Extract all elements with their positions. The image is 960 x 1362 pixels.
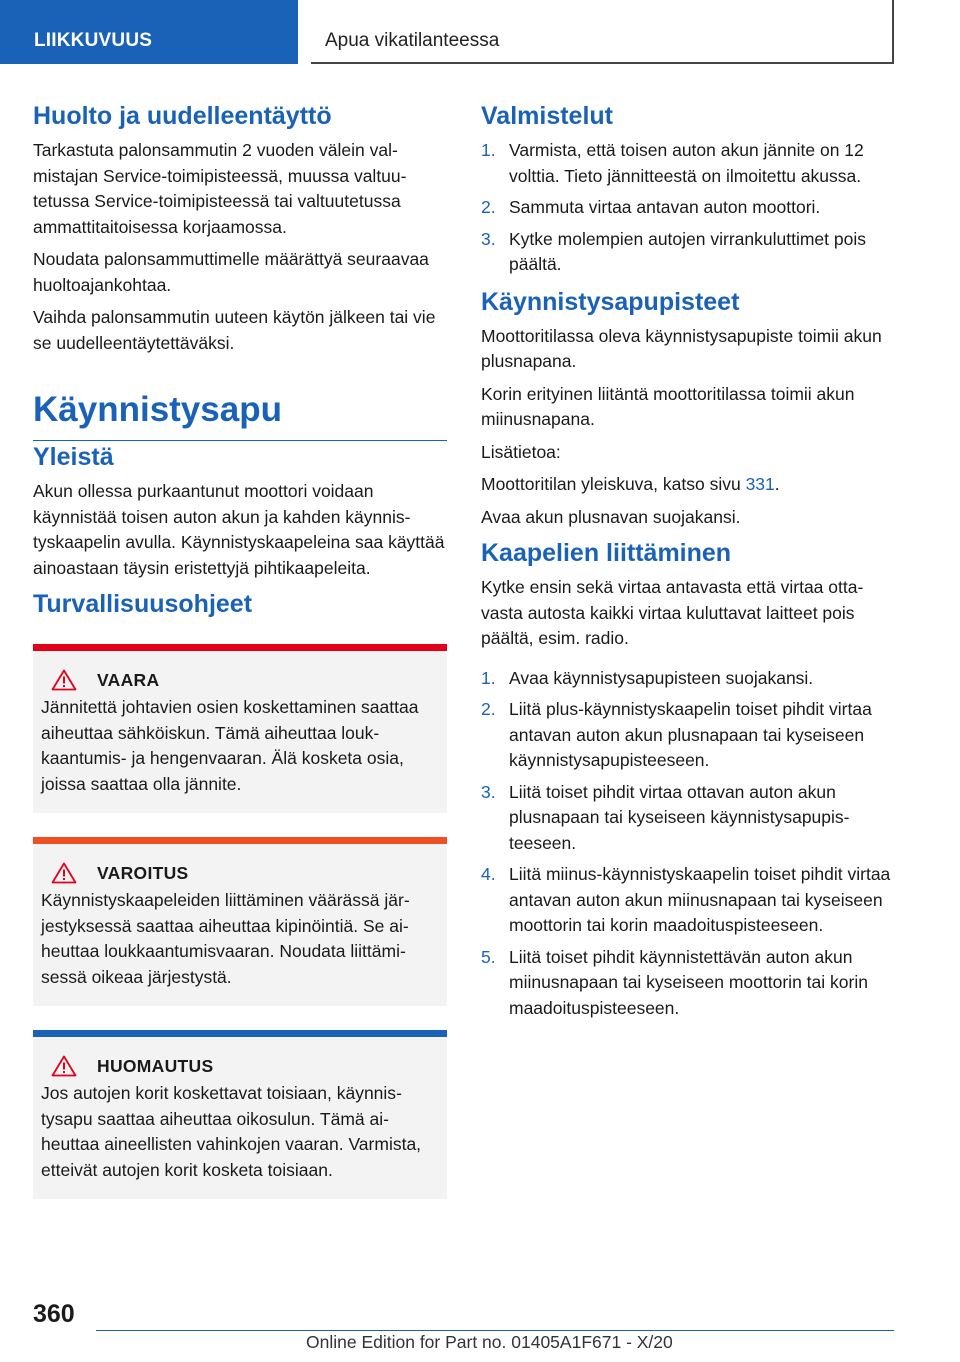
list-item — [481, 666, 895, 692]
step-text: Liitä plus-käynnistyskaapelin toiset pihdit virtaa antavan auton akun plusnapaan tai kyseiseen käynnistysapupisteeseen. — [509, 699, 872, 770]
list-item — [481, 227, 895, 278]
warning-title: VAROITUS — [97, 862, 189, 883]
paragraph: Avaa akun plusnavan suojakansi. — [481, 506, 741, 527]
step-number: 2. — [481, 699, 496, 719]
list-item — [481, 862, 895, 939]
heading-turvallisuusohjeet: Turvallisuusohjeet — [33, 590, 253, 618]
warning-box-varoitus — [33, 837, 447, 1006]
list-item — [481, 697, 895, 774]
step-number: 5. — [481, 946, 496, 967]
heading-kaynnistysapupisteet: Käynnistysapupisteet — [481, 287, 740, 316]
paragraph: Lisätietoa: — [481, 441, 561, 462]
reference-text: Moottoritilan yleiskuva, katso sivu — [481, 474, 746, 494]
page-number: 360 — [33, 1300, 75, 1328]
steps-valmistelut — [481, 138, 895, 278]
step-number: 1. — [481, 667, 496, 688]
warning-text: Jännitettä johtavien osien koskettaminen saattaa aiheuttaa sähköiskun. Tämä aiheuttaa loukkaantumis- ja hengenvaaran. Älä kosketa osia, joissa saattaa olla jännite. — [41, 697, 419, 794]
section-tab — [0, 0, 298, 64]
list-item — [481, 195, 895, 221]
step-text: Liitä miinus-käynnistyskaapelin toiset pihdit virtaa antavan auton akun miinusnapaan tai kyseiseen moottorin tai korin maadoituspisteeseen. — [509, 864, 891, 935]
warning-title: HUOMAUTUS — [97, 1055, 214, 1076]
steps-kaapelit — [481, 666, 895, 1022]
list-item — [481, 945, 895, 1022]
paragraph: Vaihda palonsammutin uuteen käytön jälkeen tai vie se uudelleentäytettäväksi. — [33, 307, 436, 353]
paragraph: Tarkastuta palonsammutin 2 vuoden välein valmistajan Service-toimipisteessä, muussa valtuutetussa Service-toimipisteessä tai valtuutetussa ammattitaitoisessa korjaamossa. — [33, 140, 407, 237]
warning-text: Jos autojen korit koskettavat toisiaan, käynnistysapu saattaa aiheuttaa oikosulun. Tämä aiheuttaa aineellisten vahinkojen vaaran. Varmista, etteivät autojen korit kosketa toisiaan. — [41, 1083, 422, 1180]
paragraph — [481, 472, 895, 498]
heading-yleista: Yleistä — [33, 443, 114, 471]
step-text: Liitä toiset pihdit virtaa ottavan auton akun plusnapaan tai kyseiseen käynnistysapupisteeseen. — [509, 781, 850, 853]
heading-valmistelut: Valmistelut — [481, 102, 613, 130]
warning-box-huomautus — [33, 1030, 447, 1199]
warning-text: Käynnistyskaapeleiden liittäminen väärässä järjestyksessä saattaa aiheuttaa kipinöintiä. Se aiheuttaa loukkaantumisvaaran. Noudata liittämisessä oikeaa järjestystä. — [41, 890, 410, 987]
heading-kaynnistysapu: Käynnistysapu — [33, 388, 447, 441]
footer-edition: Online Edition for Part no. 01405A1F671 - X/20 — [306, 1332, 673, 1352]
step-text: Sammuta virtaa antavan auton moottori. — [509, 197, 821, 217]
step-text: Varmista, että toisen auton akun jännite on 12 volttia. Tieto jännitteestä on ilmoitettu akussa. — [509, 140, 864, 186]
step-number: 4. — [481, 864, 496, 884]
list-item — [481, 138, 895, 189]
step-number: 3. — [481, 228, 496, 249]
step-number: 3. — [481, 781, 496, 802]
left-column — [33, 100, 447, 1199]
list-item — [481, 780, 895, 857]
step-number: 1. — [481, 140, 496, 160]
page-reference-link[interactable]: 331 — [745, 474, 775, 494]
warning-box-vaara — [33, 644, 447, 813]
footer-divider — [96, 1330, 894, 1331]
warning-triangle-icon — [51, 1055, 77, 1077]
step-text: Kytke molempien autojen virrankuluttimet pois päältä. — [509, 228, 866, 274]
section-title: LIIKKUVUUS — [34, 30, 153, 51]
paragraph: Moottoritilassa oleva käynnistysapupiste toimii akun plusnapana. — [481, 325, 882, 371]
paragraph: Korin erityinen liitäntä moottoritilassa toimii akun miinusnapana. — [481, 383, 855, 429]
step-number: 2. — [481, 197, 496, 217]
step-text: Avaa käynnistysapupisteen suojakansi. — [509, 667, 814, 688]
right-column — [481, 100, 895, 1029]
warning-triangle-icon — [51, 669, 77, 691]
warning-triangle-icon — [51, 862, 77, 884]
paragraph: Kytke ensin sekä virtaa antavasta että virtaa ottavasta autosta kaikki virtaa kuluttavat laitteet pois päältä, esim. radio. — [481, 577, 864, 648]
heading-kaapelien-liittaminen: Kaapelien liittäminen — [481, 539, 732, 567]
step-text: Liitä toiset pihdit käynnistettävän auton akun miinusnapaan tai kyseiseen moottorin tai korin maadoituspisteeseen. — [509, 946, 868, 1018]
chapter-tab — [311, 0, 894, 64]
paragraph: Noudata palonsammuttimelle määrättyä seuraavaa huoltoajankohtaa. — [33, 249, 429, 295]
warning-title: VAARA — [97, 669, 160, 690]
chapter-title: Apua vikatilanteessa — [325, 30, 500, 51]
reference-end: . — [774, 474, 780, 494]
heading-huolto: Huolto ja uudelleentäyttö — [33, 102, 332, 130]
paragraph: Akun ollessa purkaantunut moottori voidaan käynnistää toisen auton akun ja kahden käynnistyskaapelin avulla. Käynnistyskaapeleina saa käyttää ainoastaan täysin eristettyjä pihtikaapeleita. — [33, 481, 445, 578]
